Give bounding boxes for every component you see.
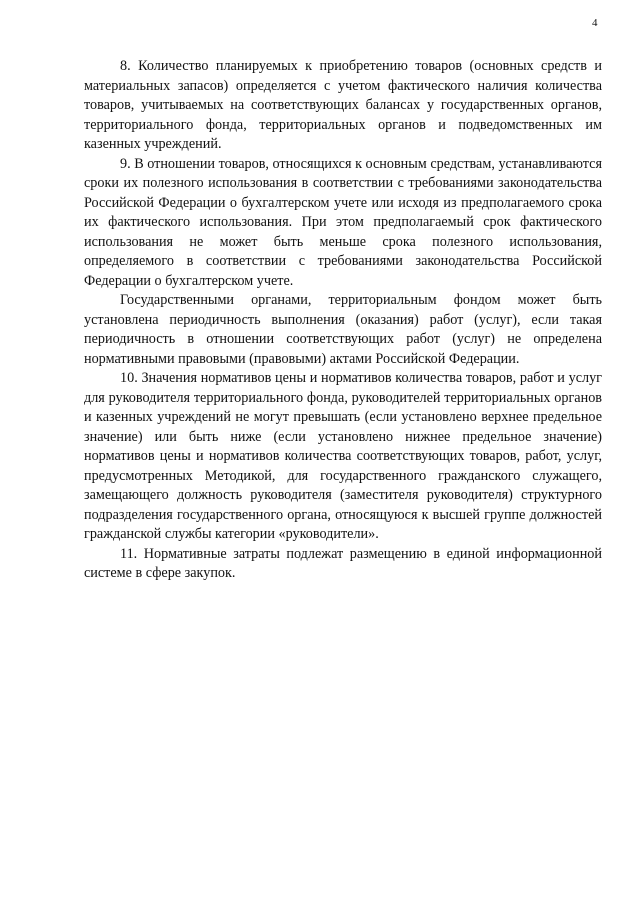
document-body	[84, 57, 602, 584]
paragraph-11-publication: 11. Нормативные затраты подлежат размещению в единой информационной системе в сфере закупок.	[84, 545, 602, 581]
paragraph-8-quantity-of-goods: 8. Количество планируемых к приобретению товаров (основных средств и материальных запасов) определяется с учетом фактического наличия количества товаров, учитываемых на соответствующих балансах у государственных органов, территориального фонда, территориальных органов и подведомственных им казенных учреждений.	[84, 58, 602, 152]
page-number: 4	[592, 17, 598, 29]
paragraph-10-price-norm-limits: 10. Значения нормативов цены и нормативов количества товаров, работ и услуг для руководителя территориального фонда, руководителей территориальных органов и казенных учреждений не могут превышать (если установлено верхнее предельное значение) или быть ниже (если установлено нижнее предельное значение) нормативов цены и нормативов количества соответствующих товаров, работ, услуг, предусмотренных Методикой, для государственного гражданского служащего, замещающего должность руководителя (заместителя руководителя) структурного подразделения государственного органа, относящуюся к высшей группе должностей гражданской службы категории «руководители».	[84, 370, 602, 542]
paragraph-9-fixed-assets-useful-life: 9. В отношении товаров, относящихся к основным средствам, устанавливаются сроки их полезного использования в соответствии с требованиями законодательства Российской Федерации о бухгалтерском учете или исходя из предполагаемого срока их фактического использования. При этом предполагаемый срок фактического использования не может быть меньше срока полезного использования, определяемого в соответствии с требованиями законодательства Российской Федерации о бухгалтерском учете.	[84, 155, 602, 289]
paragraph-works-periodicity: Государственными органами, территориальным фондом может быть установлена периодичность выполнения (оказания) работ (услуг), если такая периодичность в отношении соответствующих работ (услуг) не определена нормативными правовыми (правовыми) актами Российской Федерации.	[84, 292, 602, 367]
